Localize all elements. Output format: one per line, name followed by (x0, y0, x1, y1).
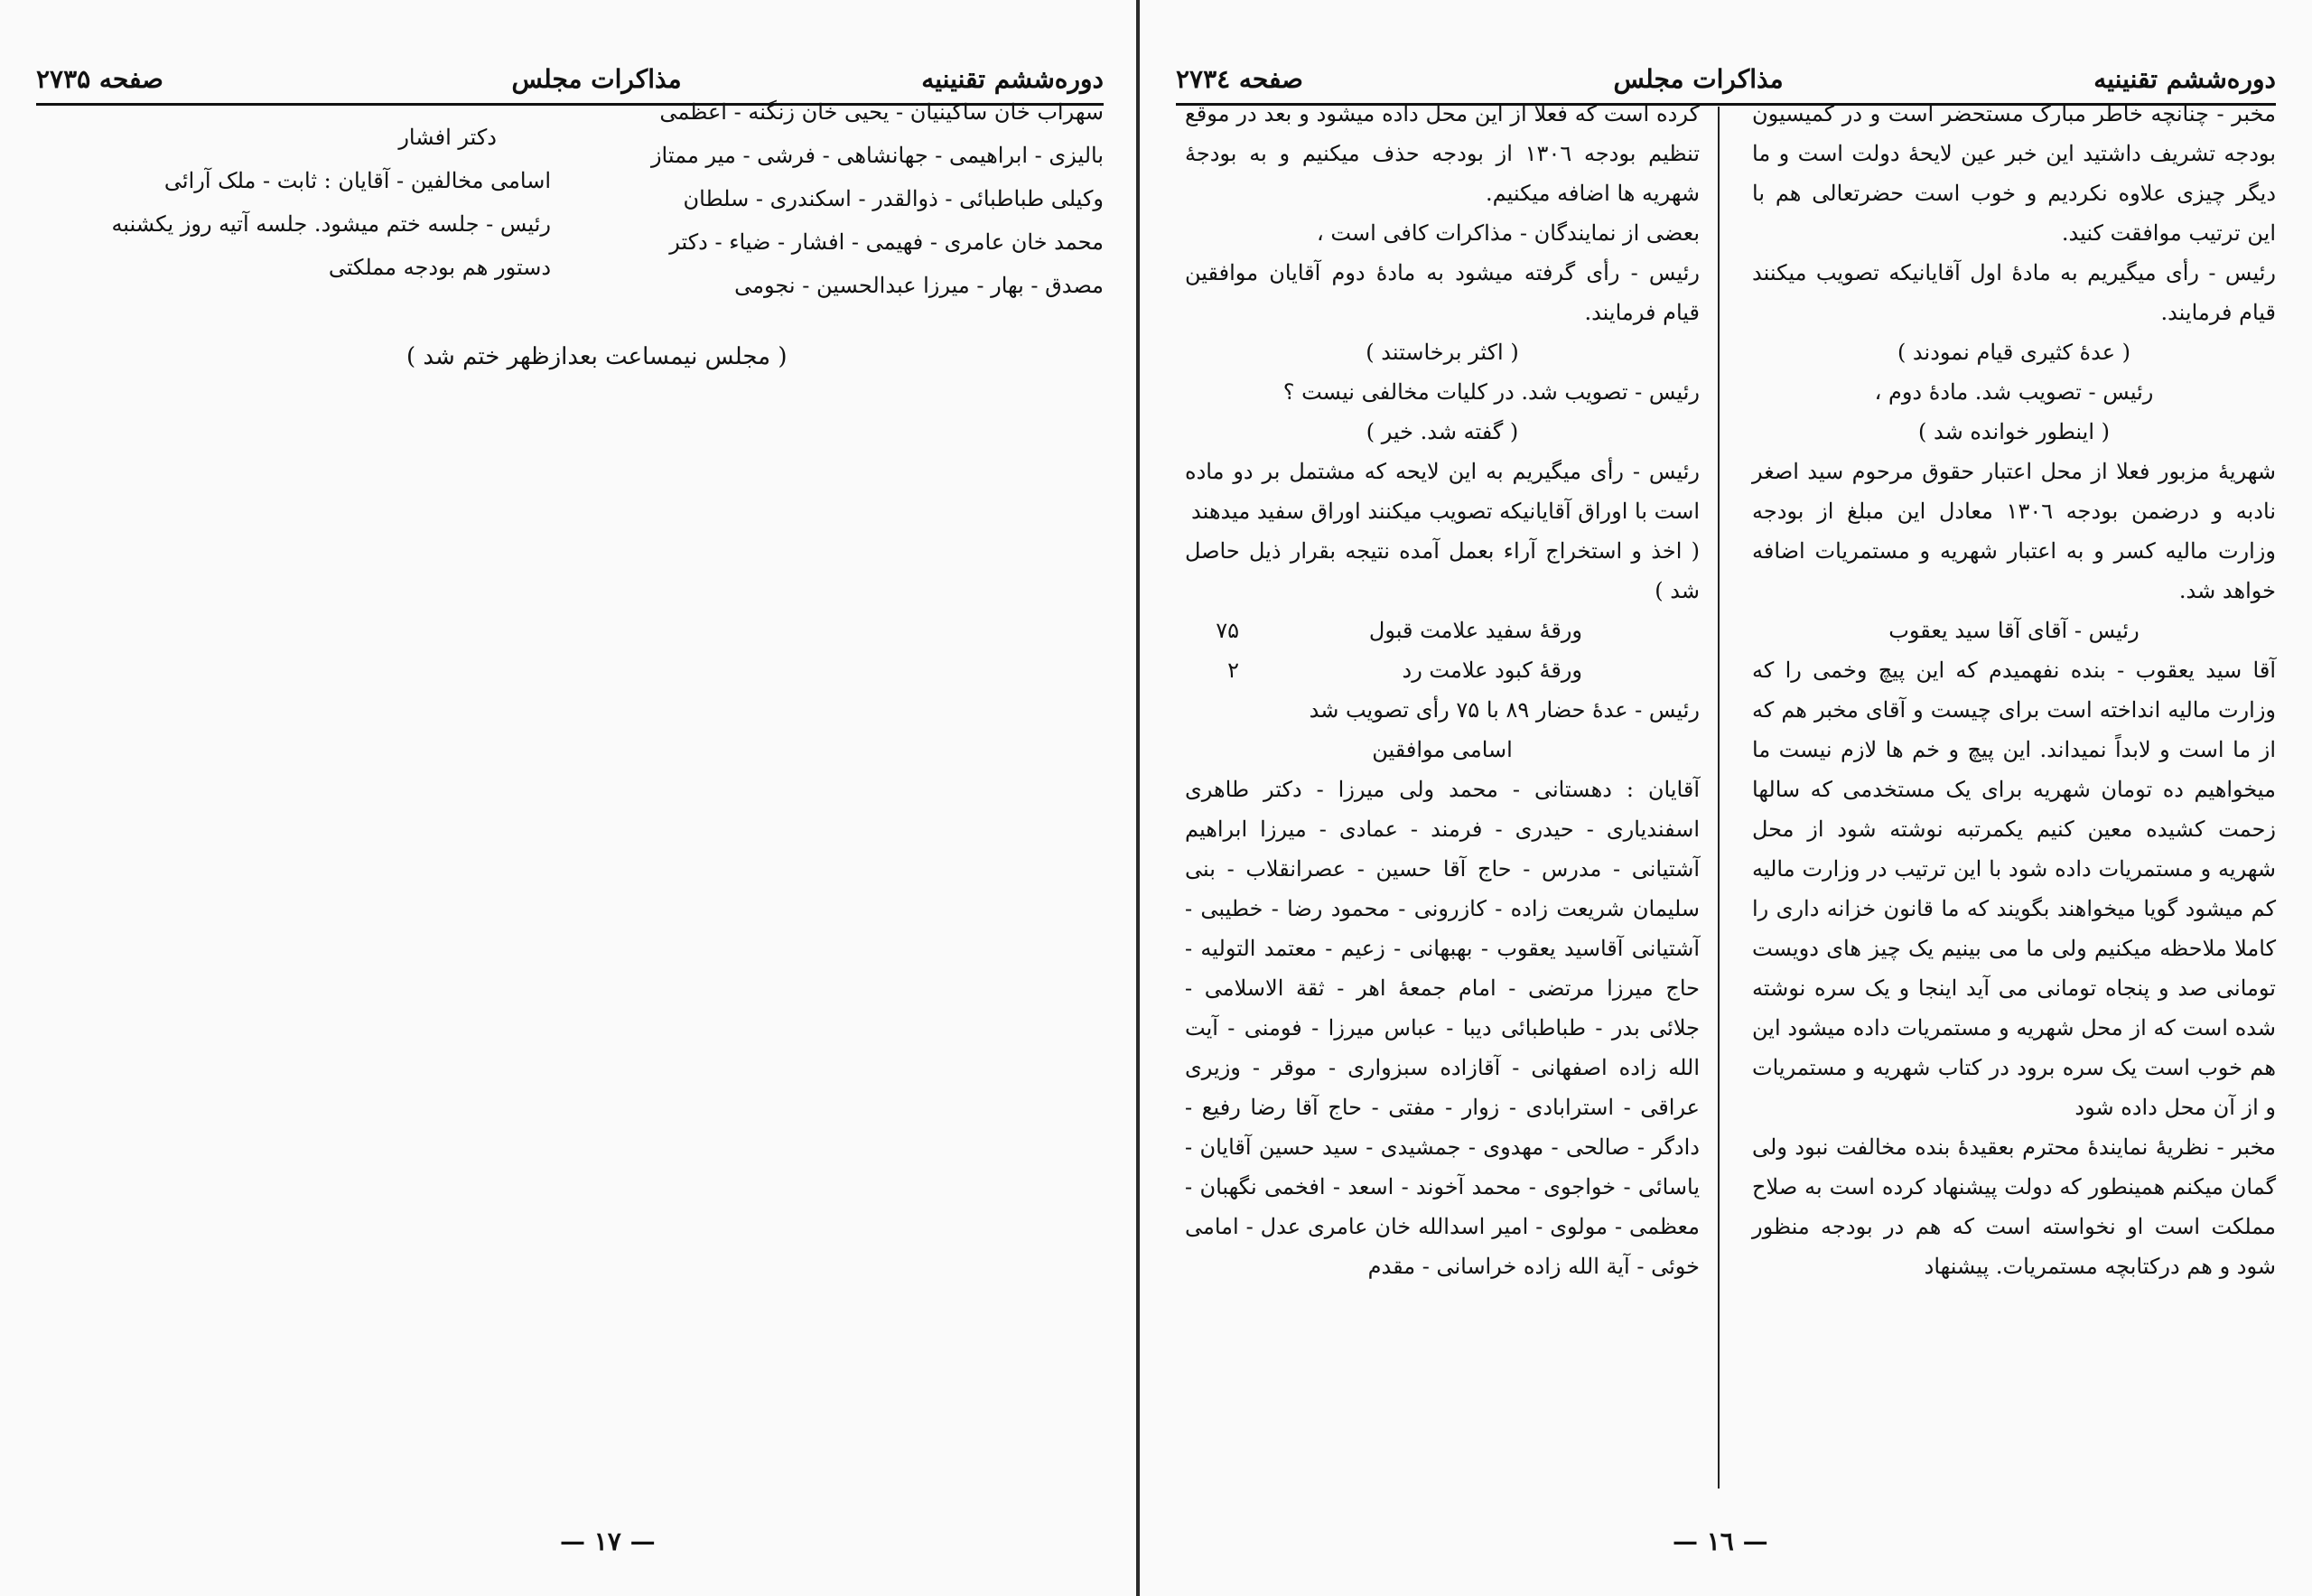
text-line: اسامی مخالفین - آقایان : ثابت - ملک آرائی (163, 168, 551, 193)
column-divider (1718, 107, 1720, 1489)
journal-title: مذاکرات مجلس (511, 63, 682, 94)
right-page-left-column (1185, 94, 1700, 1286)
paragraph: مخبر - چنانچه خاطر مبارک مستحضر است و در کمیسیون بودجه تشریف داشتید این خبر عین لایحهٔ دولت است و ما دیگر چیزی علاوه نکردیم و خوب است حضرتعالی هم با این ترتیب موافقت کنید. (1752, 101, 2277, 246)
page-number: — ۱۷ — (560, 1526, 656, 1556)
page-label: صفحه ۲۷۳۵ (36, 63, 163, 94)
paragraph: رئیس - تصویب شد. مادهٔ دوم ، (1874, 379, 2154, 405)
paragraph: ( اکثر برخاستند ) (1366, 340, 1519, 365)
session-title: دوره‌ششم تقنینیه (921, 63, 1104, 94)
text-line: دکتر افشار (398, 125, 497, 150)
paragraph: شهریهٔ مزبور فعلا از محل اعتبار حقوق مرحوم سید اصغر نادبه و درضمن بودجه ۱۳۰٦ معادل این مبلغ از بودجه وزارت مالیه کسر و به اعتبار شهریه و مستمریات اضافه خواهد شد. (1752, 459, 2276, 603)
vote-label: ورقهٔ سفید علامت قبول (1368, 618, 1582, 643)
left-page (0, 0, 1140, 1596)
paragraph: رئیس - عدهٔ حضار ۸۹ با ۷۵ رأی تصویب شد (1309, 697, 1700, 723)
paragraph: بعضی از نمایندگان - مذاکرات کافی است ، (1317, 220, 1700, 246)
paragraph: آقایان : دهستانی - محمد ولی میرزا - دکتر طاهری اسفندیاری - حیدری - فرمند - عمادی - میرزا ابراهیم آشتیانی - مدرس - حاج آقا حسین - عصرانقلاب - بنی سلیمان شریعت زاده - کازرونی - محمود رضا - خطیبی - آشتیانی آقاسید یعقوب - بهبهانی - زعیم - معتمد التولیه - حاج میرزا مرتضی - امام جمعهٔ اهر - ثقة الاسلامی - جلائی بدر - طباطبائی دیبا - عباس میرزا - فومنی - آیت الله زاده اصفهانی - آقازاده سبزواری - موقر - وزیری عراقی - استرابادی - زوار - مفتی - حاج آقا رضا رفیع - دادگر - صالحی - مهدوی - جمشیدی - سید حسین آقایان - یاسائی - خواجوی - محمد آخوند - اسعد - افخمی نگهبان - معظمی - مولوی - امیر اسدالله خان عامری عدل - امامی خوئی - آیة الله زاده خراسانی - مقدم (1185, 777, 1700, 1279)
text-line: سهراب خان ساکینیان - یحیی خان زنگنه - اعظمی (659, 99, 1104, 125)
paragraph: رئیس - رأی گرفته میشود به مادهٔ دوم آقایان موافقین قیام فرمایند. (1185, 260, 1700, 325)
text-line: محمد خان عامری - فهیمی - افشار - ضیاء - دکتر (669, 229, 1104, 255)
text-line: مصدق - بهار - میرزا عبدالحسین - نجومی (734, 273, 1104, 298)
paragraph: کرده است که فعلا از این محل داده میشود و بعد در موقع تنظیم بودجه ۱۳۰٦ از بودجه حذف میکنیم و به بودجهٔ شهریه ها اضافه میکنیم. (1185, 101, 1700, 206)
right-page (1140, 0, 2312, 1596)
paragraph: رئیس - رأی میگیریم به مادهٔ اول آقایانیکه تصویب میکنند قیام فرمایند. (1752, 260, 2276, 325)
text-line: وکیلی طباطبائی - ذوالقدر - اسکندری - سلطان (683, 186, 1104, 211)
adjournment-note: ( مجلس نیمساعت بعدازظهر ختم شد ) (406, 343, 788, 370)
paragraph: مخبر - نظریهٔ نمایندهٔ محترم بعقیدهٔ بنده مخالفت نبود ولی گمان میکنم همینطور که دولت پیشنهاد کرده است به صلاح مملکت است او نخواسته است که هم در بودجه منظور شود و هم درکتابچه مستمریات. پیشنهاد (1752, 1134, 2276, 1279)
left-page-right-column (580, 90, 1104, 307)
right-page-right-column (1752, 94, 2276, 1286)
paragraph: ( اخذ و استخراج آراء بعمل آمده نتیجه بقرار ذیل حاصل شد ) (1185, 538, 1700, 603)
text-line: بالیزی - ابراهیمی - جهانشاهی - فرشی - میر ممتاز (650, 143, 1104, 168)
vote-row-reject (1185, 650, 1700, 690)
vote-count: ۲ (1227, 658, 1239, 683)
paragraph: ( اینطور خوانده شد ) (1918, 419, 2110, 444)
paragraph: ( گفته شد. خیر ) (1366, 419, 1519, 444)
left-page-left-column (45, 116, 551, 289)
paragraph: رئیس - آقای آقا سید یعقوب (1888, 618, 2140, 643)
vote-label: ورقهٔ کبود علامت رد (1402, 658, 1582, 683)
page-label: صفحه ۲۷۳٤ (1176, 63, 1303, 94)
page-number: — ۱٦ — (1673, 1526, 1768, 1556)
journal-title: مذاکرات مجلس (1613, 63, 1784, 94)
paragraph: آقا سید یعقوب - بنده نفهمیدم که این پیچ وخمی را که وزارت مالیه انداخته است برای چیست و آقای مخبر هم که از ما است و لابداً نمیداند. این پیچ و خم ها لازم نیست ما میخواهیم ده تومان شهریه برای یک مستخدمی که سالها زحمت کشیده معین کنیم یکمرتبه نوشته شود از محل شهریه و مستمریات داده شود با این ترتیب در وزارت مالیه کم میشود گویا میخواهند بگویند که ما قانون خزانه داری را کاملا ملاحظه میکنیم ولی ما می بینیم یک چیز های دویست تومانی صد و پنجاه تومانی می آید اینجا و یک سره نوشته شده است که از محل شهریه و مستمریات داده میشود این هم خوب است یک سره برود در کتاب شهریه و مستمریات و از آن محل داده شود (1752, 658, 2276, 1120)
section-heading: اسامی موافقین (1372, 737, 1513, 762)
vote-count: ۷۵ (1216, 618, 1239, 643)
text-line: دستور هم بودجه مملکتی (328, 255, 551, 280)
paragraph: ( عدهٔ کثیری قیام نمودند ) (1897, 340, 2131, 365)
paragraph: رئیس - رأی میگیریم به این لایحه که مشتمل بر دو ماده است با اوراق آقایانیکه تصویب میکنند اوراق سفید میدهند (1185, 459, 1700, 524)
paragraph: رئیس - تصویب شد. در کلیات مخالفی نیست ؟ (1282, 379, 1700, 405)
session-title: دوره‌ششم تقنینیه (2093, 63, 2276, 94)
vote-row-accept (1185, 611, 1700, 650)
text-line: رئیس - جلسه ختم میشود. جلسه آتیه روز یکشنبه (111, 211, 551, 237)
